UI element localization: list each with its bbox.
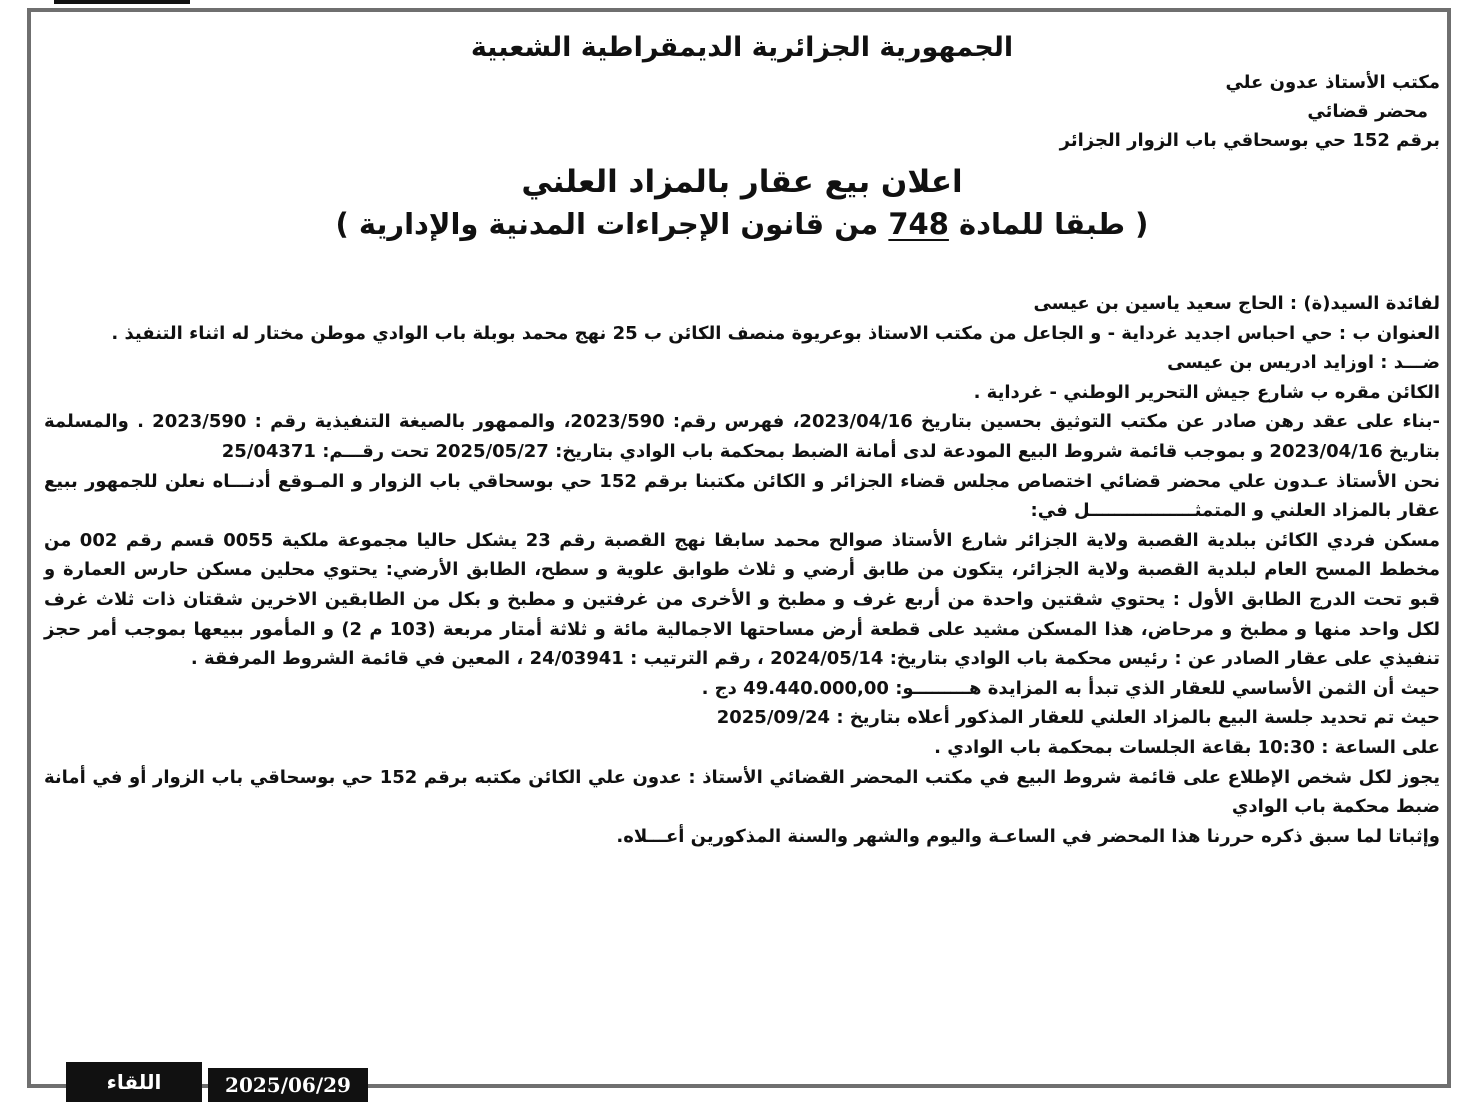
legal-basis-pre: ( طبقا للمادة: [959, 207, 1149, 241]
legal-basis-post: من قانون الإجراءات المدنية والإدارية ): [335, 207, 879, 241]
against-address: الكائن مقره ب شارع جيش التحرير الوطني - غرداية .: [973, 381, 1440, 403]
office-name: مكتب الأستاذ عدون علي: [1225, 72, 1440, 93]
announcement-title: اعلان بيع عقار بالمزاد العلني: [521, 164, 963, 200]
beneficiary-line: لفائدة السيد(ة) : الحاج سعيد ياسين بن عيسى: [1033, 293, 1440, 314]
legal-basis-paragraph: -بناء على عقد رهن صادر عن مكتب التوثيق بحسين بتاريخ 2023/04/16، فهرس رقم: 2023/590، والممهور بالصيغة التنفيذية رقم : 2023/590 . والمسلمة بتاريخ 2023/04/16 و بموجب قائمة شروط البيع المودعة لدى أمانة الضبط بمحكمة باب الوادي بتاريخ: 2025/05/27 تحت رقـــم: 25/04371: [44, 411, 1441, 462]
announcement-content: [44, 28, 1440, 851]
office-address: برقم 152 حي بوسحاقي باب الزوار الجزائر: [1059, 130, 1440, 151]
announcement-body: [44, 289, 1440, 851]
beneficiary-address: العنوان ب : حي احباس اجديد غرداية - و الجاعل من مكتب الاستاذ بوعريوة منصف الكائن ب 25 نهج محمد بوبلة باب الوادي موطن مختار له اثناء التنفيذ .: [111, 322, 1440, 344]
announcement-paragraph: نحن الأستاذ عـدون علي محضر قضائي اختصاص مجلس قضاء الجزائر و الكائن مكتبنا برقم 152 حي بوسحاقي باب الزوار و المـوقع أدنـــاه نعلن للجمهور ببيع عقار بالمزاد العلني و المتمثـــــــــــــــــل في:: [44, 470, 1440, 522]
republic-heading: الجمهورية الجزائرية الديمقراطية الشعبية: [470, 32, 1014, 63]
publication-date: 2025/06/29: [208, 1068, 368, 1102]
property-description: مسكن فردي الكائن ببلدية القصبة ولاية الجزائر شارع الأستاذ صوالح محمد سابقا نهج القصبة رقم 23 يشكل حاليا مجموعة ملكية 0055 قسم رقم 002 من مخطط المسح العام لبلدية القصبة ولاية الجزائر، يتكون من طابق أرضي و ثلاث طوابق علوية و سطح، الطابق الأرضي: يحتوي محلين مسكن حارس العمارة و قبو تحت الدرج الطابق الأول : يحتوي شقتين واحدة من أربع غرف و مطبخ و الأخرى من غرفتين و مطبخ و بكل من الطابقين الاخرين شقتان ذات ثلاث غرف لكل واحد منها و مطبخ و مرحاض، هذا المسكن مشيد على قطعة أرض مساحتها الاجمالية مائة و ثلاثة أمتار مربعة (103 م 2) و المأمور ببيعها بموجب أمر حجز تنفيذي على عقار الصادر عن : رئيس محكمة باب الوادي بتاريخ: 2024/05/14 ، رقم الترتيب : 24/03941 ، المعين في قائمة الشروط المرفقة .: [44, 529, 1440, 670]
publication-footer: [66, 1062, 368, 1102]
against-line: ضـــد : اوزايد ادريس بن عيسى: [1167, 352, 1440, 374]
article-number: 748: [888, 207, 949, 241]
base-price-line: حيث أن الثمن الأساسي للعقار الذي تبدأ به المزايدة هـــــــــو: 49.440.000,00 دج .: [701, 677, 1440, 699]
top-decorative-bar: [54, 0, 190, 4]
session-time-line: على الساعة : 10:30 بقاعة الجلسات بمحكمة باب الوادي .: [934, 736, 1440, 758]
office-role: محضر قضائي: [1307, 101, 1428, 122]
legal-basis-title: [44, 203, 1440, 245]
consultation-paragraph: يجوز لكل شخص الإطلاع على قائمة شروط البيع في مكتب المحضر القضائي الأستاذ : عدون علي الكائن مكتبه برقم 152 حي بوسحاقي باب الزوار أو في أمانة ضبط محكمة باب الوادي: [44, 766, 1440, 818]
closing-line: وإثباتا لما سبق ذكره حررنا هذا المحضر في الساعـة واليوم والشهر والسنة المذكورين أعـــلاه.: [616, 825, 1440, 847]
newspaper-name: اللقاء: [66, 1062, 202, 1102]
session-date-line: حيث تم تحديد جلسة البيع بالمزاد العلني للعقار المذكور أعلاه بتاريخ : 2025/09/24: [716, 707, 1440, 729]
